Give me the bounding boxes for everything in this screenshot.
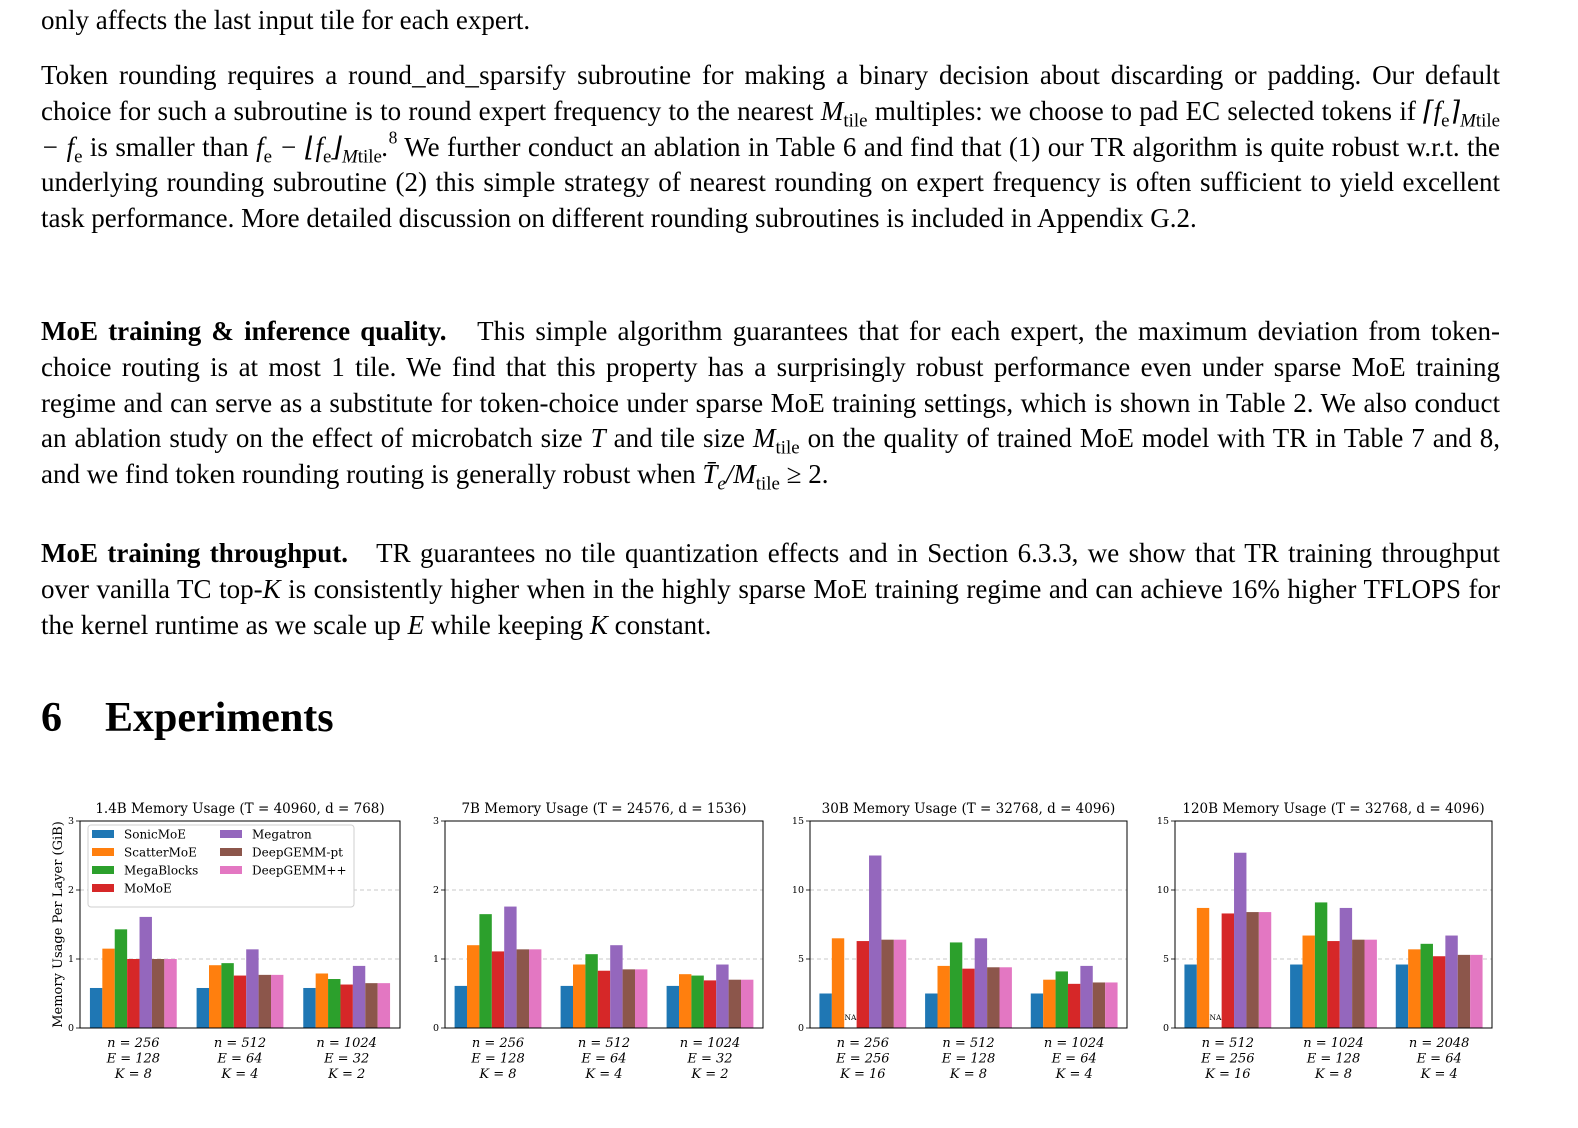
bar-megatron xyxy=(1340,908,1352,1028)
bar-momoe xyxy=(1433,956,1445,1028)
paragraph-continuation xyxy=(41,3,1500,39)
y-tick-label: 0 xyxy=(797,1023,804,1034)
bar-megatron xyxy=(246,949,258,1028)
bar-scattermoe xyxy=(467,945,479,1028)
bar-megablocks xyxy=(1315,902,1327,1028)
code-round-and-sparsify: round_and_sparsify xyxy=(348,60,567,90)
math-floor-expression: $f_e$ − $⌊f_e⌋_{Mtile}$. xyxy=(256,131,389,168)
bar-deepgemm-pt xyxy=(623,969,635,1028)
chart-title: 30B Memory Usage (T = 32768, d = 4096) xyxy=(821,801,1116,817)
y-tick-label: 10 xyxy=(1156,885,1169,896)
text-run: on the quality of trained MoE model with TR in Table 7 and 8, and we find token rounding routing is generally robust when xyxy=(41,423,1500,490)
bar-momoe xyxy=(1068,984,1080,1028)
bar-megablocks xyxy=(1421,944,1433,1028)
text-run: while keeping xyxy=(424,609,590,640)
x-tick-label: n = 1024 xyxy=(1303,1036,1364,1051)
x-tick-label: n = 256 xyxy=(471,1036,525,1051)
bar-megatron xyxy=(610,945,622,1028)
bar-deepgemm-pt xyxy=(729,980,741,1028)
bar-deepgemm-pt xyxy=(1458,955,1470,1028)
bar-deepgemm-pt xyxy=(517,949,529,1028)
bar-momoe xyxy=(704,980,716,1028)
x-tick-label: n = 1024 xyxy=(679,1036,741,1051)
bar-deepgemm- xyxy=(1365,940,1377,1028)
bar-scattermoe xyxy=(679,974,691,1028)
text-run: multiples: we choose to pad EC selected tokens if xyxy=(867,95,1424,126)
x-tick-label: n = 512 xyxy=(577,1036,631,1051)
y-tick-label: 0 xyxy=(1162,1023,1169,1034)
x-tick-label: E = 64 xyxy=(1416,1051,1462,1067)
bar-scattermoe xyxy=(316,973,328,1028)
text-run: is consistently higher when in the highly sparse MoE training regime and can achieve 16% higher TFLOPS for the kernel runtime as we scale up xyxy=(41,573,1500,640)
bar-momoe xyxy=(598,971,610,1028)
x-tick-label: n = 512 xyxy=(1201,1036,1255,1051)
bar-megatron xyxy=(716,965,728,1028)
bar-deepgemm- xyxy=(635,969,647,1028)
text-run: and tile size xyxy=(605,423,753,454)
x-tick-label: K = 8 xyxy=(479,1067,517,1082)
legend-label: MoMoE xyxy=(124,881,172,896)
x-tick-label: E = 64 xyxy=(1051,1051,1097,1067)
x-tick-label: E = 128 xyxy=(941,1051,996,1067)
bar-momoe xyxy=(857,941,869,1028)
y-tick-label: 1 xyxy=(432,954,439,965)
x-tick-label: K = 8 xyxy=(949,1067,988,1082)
text-run: Token rounding requires a xyxy=(41,60,349,90)
bar-scattermoe xyxy=(1197,908,1209,1028)
x-tick-label: n = 256 xyxy=(107,1036,160,1051)
bar-deepgemm- xyxy=(1000,967,1012,1028)
bar-deepgemm-pt xyxy=(987,967,999,1028)
x-tick-label: K = 16 xyxy=(1205,1067,1251,1082)
bar-sonicmoe xyxy=(197,988,209,1028)
chart-title: 7B Memory Usage (T = 24576, d = 1536) xyxy=(461,801,747,817)
legend-swatch xyxy=(92,866,114,874)
bar-sonicmoe xyxy=(455,986,467,1028)
y-tick-label: 5 xyxy=(1162,954,1169,965)
legend-label: MegaBlocks xyxy=(124,863,199,878)
x-tick-label: E = 256 xyxy=(1201,1051,1255,1067)
bar-scattermoe xyxy=(209,965,221,1028)
bar-megatron xyxy=(1234,853,1246,1028)
math-ratio-condition: $T̄_e/M_{tile} \ge 2$. xyxy=(702,459,829,495)
text-run: is smaller than xyxy=(82,131,257,162)
math-ceil-expression: $⌈f_e⌉_{Mtile} - f_e$ xyxy=(41,95,1500,168)
legend-label: DeepGEMM++ xyxy=(252,863,347,878)
y-tick-label: 15 xyxy=(1156,816,1169,827)
bar-momoe xyxy=(492,951,504,1028)
x-tick-label: E = 32 xyxy=(324,1051,370,1067)
bar-megablocks xyxy=(950,942,962,1028)
legend-label: Megatron xyxy=(252,827,312,842)
legend-label: ScatterMoE xyxy=(124,845,197,860)
bar-megatron xyxy=(1445,936,1457,1028)
bar-sonicmoe xyxy=(1396,965,1408,1028)
x-tick-label: K = 16 xyxy=(840,1067,886,1082)
bar-scattermoe xyxy=(1043,980,1055,1028)
bar-momoe xyxy=(127,959,139,1028)
bar-deepgemm- xyxy=(1105,982,1117,1028)
bar-megatron xyxy=(975,938,987,1028)
na-label: NA xyxy=(844,1013,857,1022)
x-tick-label: E = 32 xyxy=(687,1051,733,1067)
bar-sonicmoe xyxy=(303,988,315,1028)
bar-deepgemm- xyxy=(894,940,906,1028)
y-tick-label: 2 xyxy=(432,885,439,896)
chart-title: 1.4B Memory Usage (T = 40960, d = 768) xyxy=(95,801,385,817)
bar-megatron xyxy=(869,856,881,1029)
bar-momoe xyxy=(1327,941,1339,1028)
x-tick-label: n = 1024 xyxy=(1043,1036,1105,1051)
bar-momoe xyxy=(1222,913,1234,1028)
x-tick-label: n = 256 xyxy=(836,1036,890,1051)
bar-megatron xyxy=(353,966,365,1028)
bar-sonicmoe xyxy=(667,986,679,1028)
x-tick-label: n = 512 xyxy=(213,1036,267,1051)
bar-deepgemm- xyxy=(1259,912,1271,1028)
bar-deepgemm-pt xyxy=(259,975,271,1028)
bar-momoe xyxy=(340,985,352,1028)
paragraph-heading: MoE training & inference quality. xyxy=(41,316,447,346)
chart-title: 120B Memory Usage (T = 32768, d = 4096) xyxy=(1182,801,1485,817)
legend-swatch xyxy=(220,866,242,874)
bar-megatron xyxy=(504,907,516,1028)
math-t: T xyxy=(590,423,606,454)
bar-scattermoe xyxy=(1408,949,1420,1028)
na-label: NA xyxy=(1209,1013,1222,1022)
x-tick-label: K = 4 xyxy=(221,1067,259,1082)
y-tick-label: 3 xyxy=(432,816,439,827)
bar-sonicmoe xyxy=(1290,965,1302,1028)
x-tick-label: E = 128 xyxy=(1306,1051,1361,1067)
legend-swatch xyxy=(92,884,114,892)
legend-swatch xyxy=(220,848,242,856)
bar-sonicmoe xyxy=(819,994,831,1029)
legend-label: DeepGEMM-pt xyxy=(252,845,343,860)
bar-scattermoe xyxy=(938,966,950,1028)
y-tick-label: 5 xyxy=(797,954,804,965)
bar-scattermoe xyxy=(1303,936,1315,1028)
y-axis-label: Memory Usage Per Layer (GiB) xyxy=(51,821,66,1028)
bar-deepgemm-pt xyxy=(365,983,377,1028)
y-tick-label: 2 xyxy=(67,885,74,896)
bar-megablocks xyxy=(585,954,597,1028)
bar-deepgemm- xyxy=(529,949,541,1028)
bar-megablocks xyxy=(221,963,233,1028)
y-tick-label: 15 xyxy=(791,816,804,827)
math-k: K xyxy=(262,573,281,604)
memory-usage-figure xyxy=(0,780,1578,1110)
bar-deepgemm- xyxy=(271,975,283,1028)
bar-scattermoe xyxy=(102,949,114,1028)
bar-deepgemm-pt xyxy=(1093,982,1105,1028)
section-heading xyxy=(41,694,334,742)
bar-deepgemm-pt xyxy=(881,940,893,1028)
x-tick-label: n = 1024 xyxy=(316,1036,377,1051)
x-tick-label: K = 2 xyxy=(328,1067,366,1082)
x-tick-label: E = 64 xyxy=(217,1051,263,1067)
bar-sonicmoe xyxy=(561,986,573,1028)
x-tick-label: K = 8 xyxy=(114,1067,152,1082)
math-m-tile: $M_{tile}$ xyxy=(820,95,868,132)
bar-deepgemm-pt xyxy=(1246,912,1258,1028)
x-tick-label: n = 2048 xyxy=(1408,1036,1470,1051)
bar-deepgemm- xyxy=(1470,955,1482,1028)
x-tick-label: E = 128 xyxy=(106,1051,161,1067)
x-tick-label: K = 8 xyxy=(1314,1067,1353,1082)
legend-swatch xyxy=(92,848,114,856)
legend-swatch xyxy=(220,830,242,838)
bar-sonicmoe xyxy=(1031,994,1043,1029)
bar-deepgemm- xyxy=(741,980,753,1028)
paragraph-training-throughput xyxy=(41,536,1500,643)
bar-sonicmoe xyxy=(1184,965,1196,1028)
bar-megablocks xyxy=(1056,971,1068,1028)
bar-megablocks xyxy=(115,929,127,1028)
bar-sonicmoe xyxy=(925,994,937,1029)
paragraph-heading: MoE training throughput. xyxy=(41,538,349,568)
legend-swatch xyxy=(92,830,114,838)
bar-megablocks xyxy=(479,914,491,1028)
bar-momoe xyxy=(234,976,246,1028)
text-run: We further conduct an ablation in Table 6 and find that (1) our TR algorithm is quite robust w.r.t. the underlying rounding subroutine (2) this simple strategy of nearest rounding on expert frequency is often sufficient to yield excellent task performance. More detailed discussion on different rounding subroutines is included in Appendix G.2. xyxy=(41,131,1500,234)
bar-megablocks xyxy=(691,976,703,1028)
y-tick-label: 0 xyxy=(67,1023,74,1034)
x-tick-label: K = 4 xyxy=(1055,1067,1093,1082)
footnote-marker[interactable]: 8 xyxy=(388,127,398,148)
paragraph-training-quality xyxy=(41,314,1500,493)
x-tick-label: E = 64 xyxy=(581,1051,627,1067)
bar-momoe xyxy=(962,969,974,1028)
x-tick-label: n = 512 xyxy=(942,1036,995,1051)
paragraph-token-rounding xyxy=(41,58,1500,237)
bar-scattermoe xyxy=(573,965,585,1028)
y-tick-label: 1 xyxy=(67,954,74,965)
bar-sonicmoe xyxy=(90,988,102,1028)
x-tick-label: E = 256 xyxy=(836,1051,890,1067)
section-number: 6 xyxy=(41,695,62,741)
text-run: constant. xyxy=(607,609,712,640)
math-e: E xyxy=(407,609,425,640)
bar-megablocks xyxy=(328,979,340,1028)
bar-deepgemm- xyxy=(378,983,390,1028)
text-run: This simple algorithm guarantees that for each expert, the maximum deviation from token-choice routing is at most 1 tile. We find that this property has a surprisingly robust performance even under sparse MoE training regime and can serve as a substitute for token-choice under sparse MoE training settings, which is shown in Table 2. We also conduct an ablation study on the effect of microbatch size xyxy=(41,316,1501,454)
y-tick-label: 3 xyxy=(67,816,74,827)
x-tick-label: K = 2 xyxy=(691,1067,729,1082)
math-k: K xyxy=(589,609,608,640)
bar-deepgemm-pt xyxy=(1352,940,1364,1028)
paragraph-text: only affects the last input tile for each expert. xyxy=(41,5,531,35)
text-run: TR guarantees no tile quantization effects and in Section 6.3.3, we show that TR training throughput over vanilla TC top- xyxy=(41,538,1500,604)
bar-megatron xyxy=(1080,966,1092,1028)
math-m-tile: $M_{tile}$ xyxy=(752,423,800,459)
legend-label: SonicMoE xyxy=(124,827,187,842)
x-tick-label: K = 4 xyxy=(1420,1067,1458,1082)
y-tick-label: 0 xyxy=(432,1023,439,1034)
x-tick-label: K = 4 xyxy=(585,1067,623,1082)
x-tick-label: E = 128 xyxy=(471,1051,525,1067)
y-tick-label: 10 xyxy=(791,885,804,896)
bar-deepgemm- xyxy=(164,959,176,1028)
text-run: subroutine for making a binary decision about discarding or padding. Our default choice for such a subroutine is to round expert frequency to the nearest xyxy=(41,60,1500,126)
bar-scattermoe xyxy=(832,938,844,1028)
section-title: Experiments xyxy=(105,695,334,741)
bar-deepgemm-pt xyxy=(152,959,164,1028)
bar-megatron xyxy=(140,917,152,1028)
